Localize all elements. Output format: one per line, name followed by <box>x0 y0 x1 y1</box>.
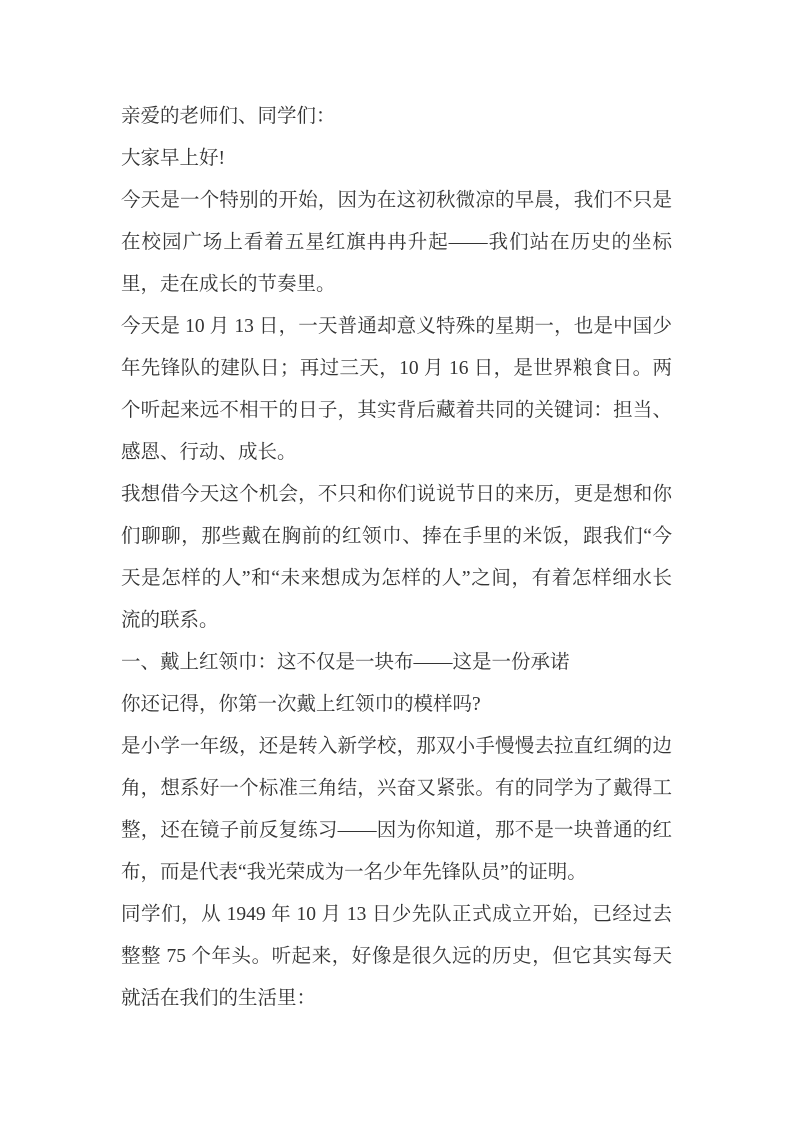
document-body <box>121 96 672 1020</box>
text-line: 年先锋队的建队日；再过三天，10 月 16 日，是世界粮食日。两 <box>121 358 672 379</box>
paragraph <box>121 138 672 180</box>
text-line: 布，而是代表“我光荣成为一名少年先锋队员”的证明。 <box>121 862 587 883</box>
text-line: 是小学一年级，还是转入新学校，那双小手慢慢去拉直红绸的边 <box>121 736 672 757</box>
text-line: 一、戴上红领巾：这不仅是一块布——这是一份承诺 <box>121 652 570 673</box>
paragraph <box>121 96 672 138</box>
text-line: 里，走在成长的节奏里。 <box>121 274 336 295</box>
paragraph <box>121 726 672 894</box>
section-heading <box>121 642 672 684</box>
text-line: 流的联系。 <box>121 610 219 631</box>
text-line: 在校园广场上看着五星红旗冉冉升起——我们站在历史的坐标 <box>121 232 672 253</box>
text-line: 就活在我们的生活里： <box>121 988 317 1009</box>
text-line: 个听起来远不相干的日子，其实背后藏着共同的关键词：担当、 <box>121 400 672 421</box>
paragraph <box>121 684 672 726</box>
text-line: 们聊聊，那些戴在胸前的红领巾、捧在手里的米饭，跟我们“今 <box>121 526 672 547</box>
text-line: 天是怎样的人”和“未来想成为怎样的人”之间，有着怎样细水长 <box>121 568 672 589</box>
text-line: 今天是一个特别的开始，因为在这初秋微凉的早晨，我们不只是 <box>121 190 672 211</box>
text-line: 你还记得，你第一次戴上红领巾的模样吗? <box>121 694 481 715</box>
text-line: 亲爱的老师们、同学们： <box>121 106 336 127</box>
paragraph <box>121 474 672 642</box>
paragraph <box>121 180 672 306</box>
text-line: 整整 75 个年头。听起来，好像是很久远的历史，但它其实每天 <box>121 946 672 967</box>
text-line: 整，还在镜子前反复练习——因为你知道，那不是一块普通的红 <box>121 820 672 841</box>
paragraph <box>121 306 672 474</box>
text-line: 今天是 10 月 13 日，一天普通却意义特殊的星期一，也是中国少 <box>121 316 672 337</box>
text-line: 感恩、行动、成长。 <box>121 442 297 463</box>
text-line: 同学们，从 1949 年 10 月 13 日少先队正式成立开始，已经过去 <box>121 904 672 925</box>
text-line: 角，想系好一个标准三角结，兴奋又紧张。有的同学为了戴得工 <box>121 778 672 799</box>
text-line: 我想借今天这个机会，不只和你们说说节日的来历，更是想和你 <box>121 484 672 505</box>
paragraph <box>121 894 672 1020</box>
text-line: 大家早上好! <box>121 148 225 169</box>
